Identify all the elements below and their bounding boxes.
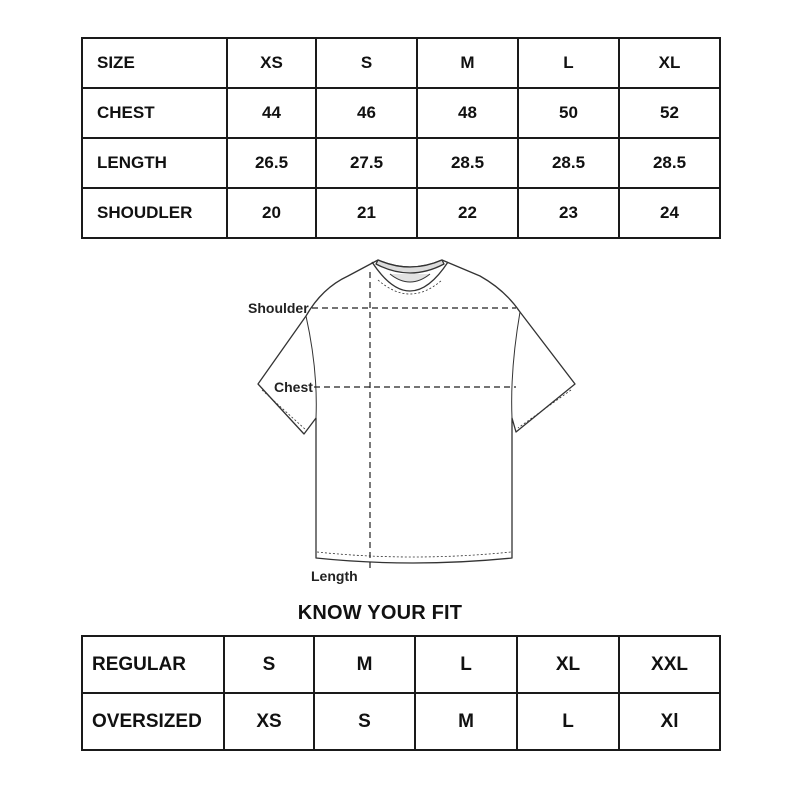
size-s-header: S	[316, 38, 417, 88]
table-cell: 27.5	[316, 138, 417, 188]
tshirt-measurement-diagram	[240, 250, 580, 590]
table-cell: 28.5	[417, 138, 518, 188]
table-cell: 48	[417, 88, 518, 138]
table-cell: 24	[619, 188, 720, 238]
fit-comparison-table	[81, 635, 721, 751]
table-cell: 50	[518, 88, 619, 138]
chest-row	[82, 88, 720, 138]
know-your-fit-heading: KNOW YOUR FIT	[297, 602, 463, 624]
table-cell: L	[415, 636, 517, 693]
chest-guide-label: Chest	[274, 379, 313, 395]
table-cell: 26.5	[227, 138, 316, 188]
size-m-header: M	[417, 38, 518, 88]
table-cell: 21	[316, 188, 417, 238]
size-xs-header: XS	[227, 38, 316, 88]
table-cell: S	[224, 636, 314, 693]
table-cell: XS	[224, 693, 314, 750]
length-row	[82, 138, 720, 188]
table-cell: 52	[619, 88, 720, 138]
table-cell: XXL	[619, 636, 720, 693]
table-cell: 44	[227, 88, 316, 138]
shoulder-label: SHOUDLER	[82, 188, 227, 238]
length-guide-label: Length	[311, 568, 358, 584]
size-header-row	[82, 38, 720, 88]
regular-fit-row	[82, 636, 720, 693]
size-chart-table	[81, 37, 721, 239]
oversized-fit-row	[82, 693, 720, 750]
regular-label: REGULAR	[82, 636, 224, 693]
chest-label: CHEST	[82, 88, 227, 138]
length-label: LENGTH	[82, 138, 227, 188]
table-cell: 28.5	[619, 138, 720, 188]
table-cell: 20	[227, 188, 316, 238]
table-cell: Xl	[619, 693, 720, 750]
shoulder-row	[82, 188, 720, 238]
table-cell: M	[415, 693, 517, 750]
table-cell: 22	[417, 188, 518, 238]
table-cell: 46	[316, 88, 417, 138]
table-cell: 28.5	[518, 138, 619, 188]
size-header-label: SIZE	[82, 38, 227, 88]
table-cell: L	[517, 693, 619, 750]
shoulder-guide-label: Shoulder	[248, 300, 309, 316]
table-cell: S	[314, 693, 415, 750]
table-cell: XL	[517, 636, 619, 693]
size-l-header: L	[518, 38, 619, 88]
oversized-label: OVERSIZED	[82, 693, 224, 750]
table-cell: 23	[518, 188, 619, 238]
table-cell: M	[314, 636, 415, 693]
size-xl-header: XL	[619, 38, 720, 88]
